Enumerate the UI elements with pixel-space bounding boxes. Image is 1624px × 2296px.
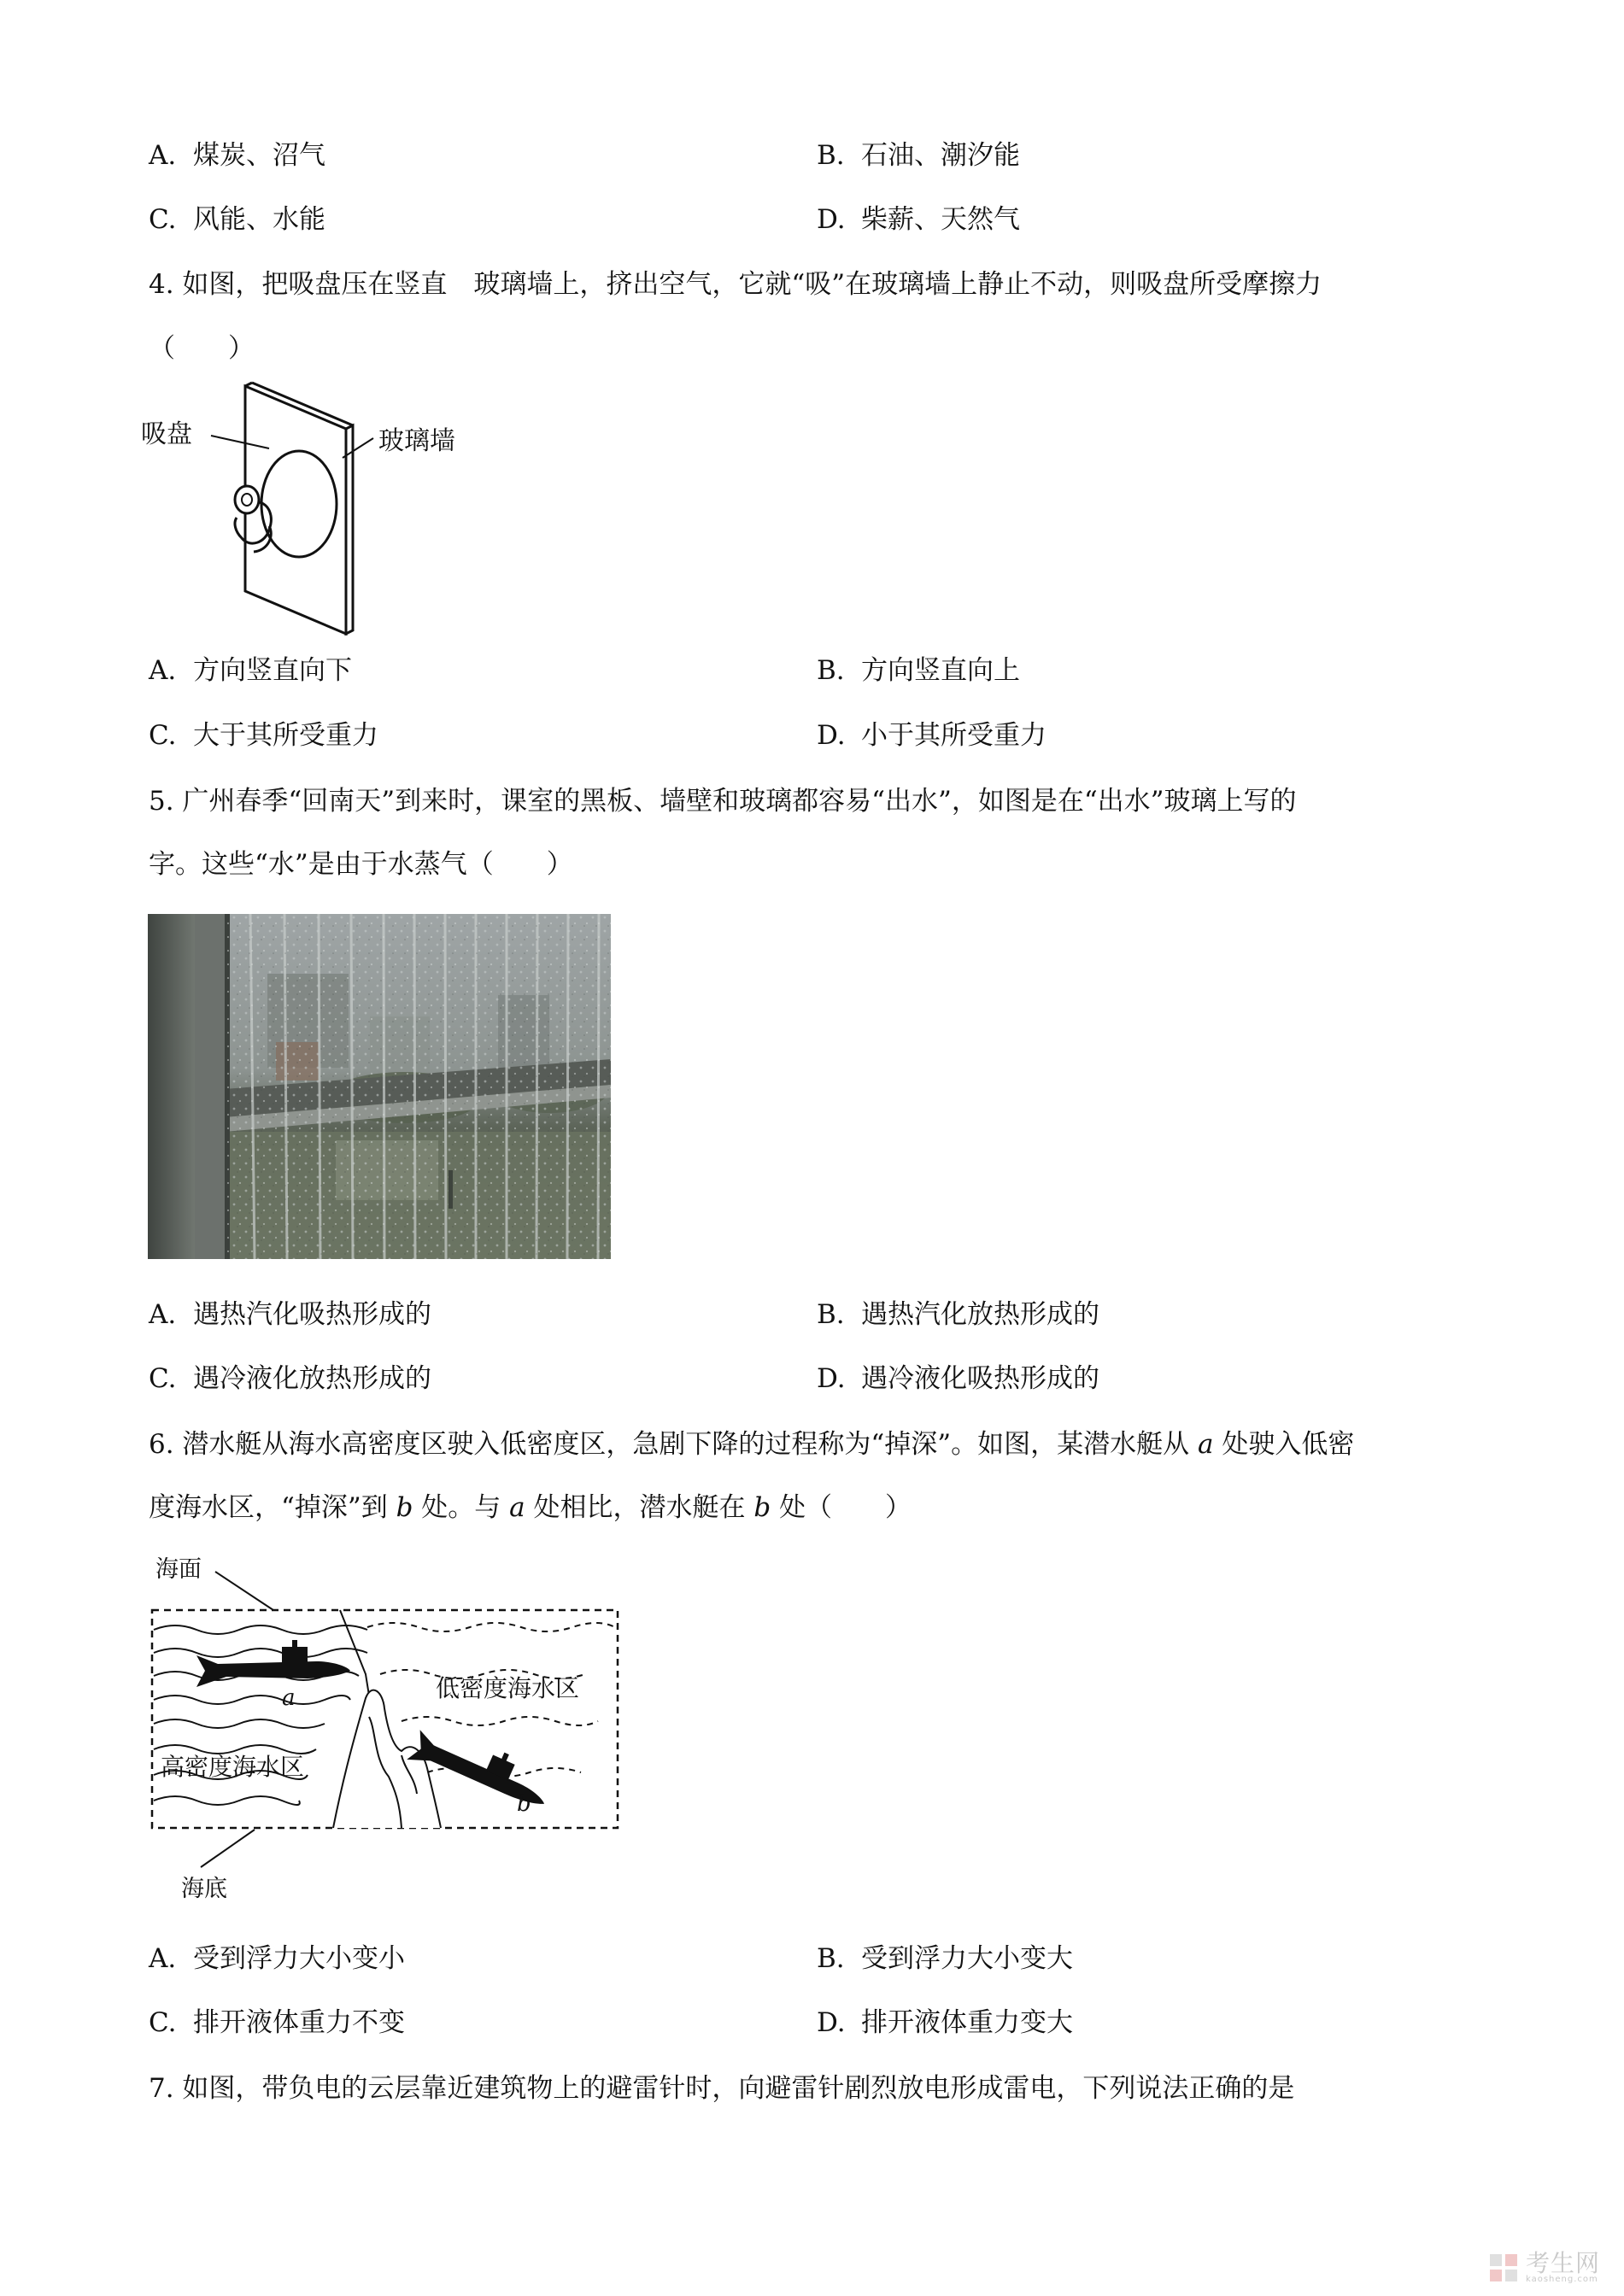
- label-high-density: 高密度海水区: [161, 1753, 305, 1781]
- label-point-b: b: [517, 1791, 531, 1817]
- q5-option-d: D. 遇冷液化吸热形成的: [817, 1363, 1099, 1394]
- watermark-en: kaosheng.com: [1525, 2275, 1598, 2284]
- q6-option-a: A. 受到浮力大小变小: [149, 1943, 405, 1974]
- watermark-cn: 考生网: [1525, 2249, 1600, 2277]
- q7-stem: 7. 如图，带负电的云层靠近建筑物上的避雷针时，向避雷针剧烈放电形成雷电，下列说法正确的是: [149, 2073, 1295, 2104]
- q3-option-b: B. 石油、潮汐能: [817, 140, 1020, 171]
- suction-cup-figure: [141, 376, 525, 641]
- q3-option-c: C. 风能、水能: [149, 204, 325, 235]
- q6-option-b: B. 受到浮力大小变大: [817, 1943, 1073, 1974]
- q6-option-c: C. 排开液体重力不变: [149, 2007, 405, 2038]
- wet-window-photo: [148, 914, 611, 1259]
- q6-stem-line1: 6. 潜水艇从海水高密度区驶入低密度区，急剧下降的过程称为“掉深”。如图，某潜水艇从 a 处驶入低密: [149, 1429, 1355, 1460]
- suction-cup-disc: [261, 451, 337, 557]
- label-low-density: 低密度海水区: [436, 1674, 580, 1702]
- glass-wall-edge: [346, 425, 353, 634]
- submarine-figure: [145, 1546, 632, 1905]
- q3-option-d: D. 柴薪、天然气: [817, 204, 1020, 235]
- label-point-a: a: [282, 1685, 296, 1711]
- q5-option-c: C. 遇冷液化放热形成的: [149, 1363, 431, 1394]
- q6-stem-line2: 度海水区，“掉深”到 b 处。与 a 处相比，潜水艇在 b 处（ ）: [149, 1492, 912, 1523]
- label-suction-cup: 吸盘: [141, 419, 192, 449]
- q6-option-d: D. 排开液体重力变大: [817, 2007, 1073, 2038]
- label-sea-floor: 海底: [181, 1876, 227, 1902]
- q4-stem: 4. 如图，把吸盘压在竖直 玻璃墙上，挤出空气，它就“吸”在玻璃墙上静止不动，则吸盘所受摩擦力: [149, 269, 1322, 300]
- q4-blank: （ ）: [149, 333, 255, 364]
- label-sea-surface: 海面: [155, 1556, 202, 1583]
- q4-option-d: D. 小于其所受重力: [817, 720, 1047, 751]
- kaosheng-logo-icon: [1488, 2252, 1519, 2283]
- q5-option-a: A. 遇热汽化吸热形成的: [149, 1299, 431, 1330]
- watermark: [1488, 2249, 1600, 2284]
- q3-option-a: A. 煤炭、沼气: [149, 140, 325, 171]
- q4-option-c: C. 大于其所受重力: [149, 720, 378, 751]
- q5-stem-line1: 5. 广州春季“回南天”到来时，课室的黑板、墙壁和玻璃都容易“出水”，如图是在“出水”玻璃上写的: [149, 786, 1297, 817]
- q4-option-a: A. 方向竖直向下: [149, 655, 352, 686]
- label-glass-wall: 玻璃墙: [378, 426, 455, 456]
- q5-stem-line2: 字。这些“水”是由于水蒸气（ ）: [149, 849, 573, 880]
- q4-option-b: B. 方向竖直向上: [817, 655, 1020, 686]
- q5-option-b: B. 遇热汽化放热形成的: [817, 1299, 1099, 1330]
